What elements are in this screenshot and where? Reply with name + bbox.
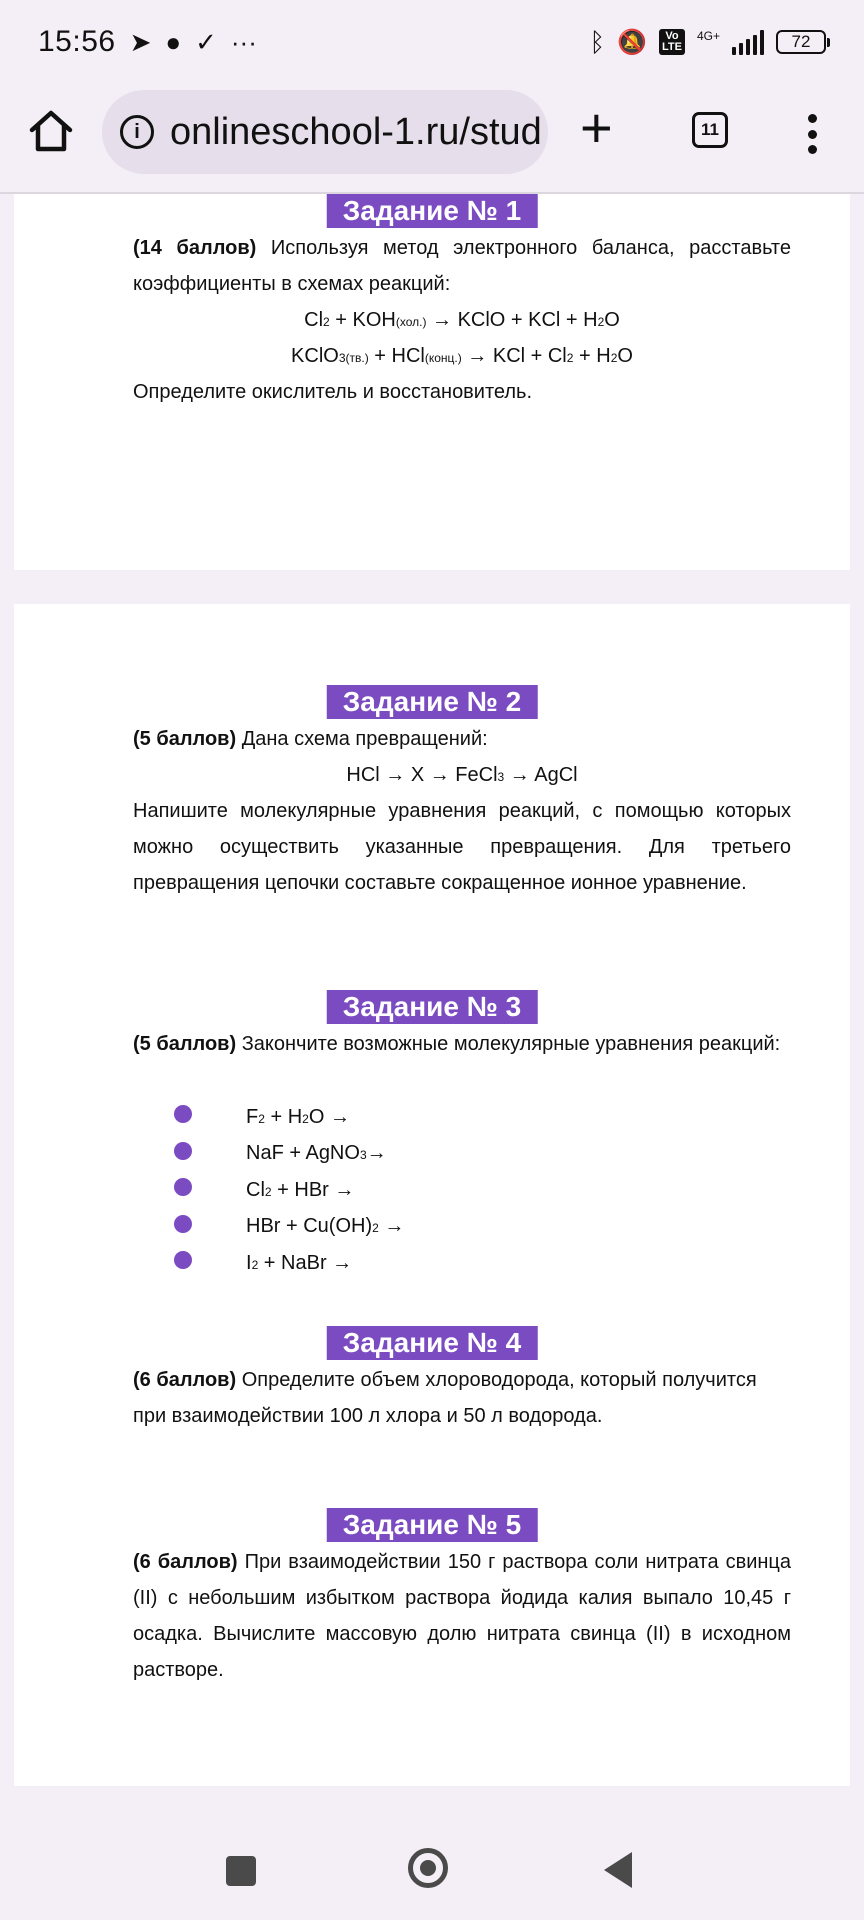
task-1-equation-2: KClO3(тв.) + HCl(конц.) → KCl + Cl2 + H2O (291, 345, 633, 367)
reaction-1: F2 + H2O → (246, 1105, 350, 1128)
task-5-text (133, 1544, 791, 1688)
site-info-icon[interactable]: i (120, 115, 154, 149)
task-5-title: Задание № 5 (327, 1508, 538, 1542)
task-2-scheme: HCl → X → FeCl3 → AgCl (346, 764, 578, 786)
bullet-dot-icon (174, 1251, 192, 1269)
task-5-points: (6 баллов) (133, 1551, 238, 1573)
signal-bars-icon (732, 29, 764, 55)
task-4-title: Задание № 4 (327, 1326, 538, 1360)
reaction-4: HBr + Cu(OH)2 → (246, 1215, 405, 1238)
task-3-text (133, 1026, 791, 1062)
task-4-intro: Определите объем хлороводорода, который получится при взаимодействии 100 л хлора и 50 л водорода. (133, 1369, 757, 1427)
reaction-2: NaF + AgNO3→ (246, 1142, 387, 1165)
chat-bubble-icon: ● (165, 27, 182, 57)
list-item (174, 1245, 404, 1282)
task-2-intro: Дана схема превращений: (241, 728, 488, 750)
address-bar[interactable] (102, 90, 548, 174)
tab-switcher-button[interactable] (692, 112, 728, 148)
home-icon[interactable] (26, 106, 76, 156)
page-card-1 (14, 194, 850, 570)
browser-toolbar (0, 84, 864, 192)
bullet-dot-icon (174, 1215, 192, 1233)
task-3-reaction-list (174, 1099, 404, 1282)
bullet-dot-icon (174, 1142, 192, 1160)
page-card-2 (14, 604, 850, 1786)
task-3-points: (5 баллов) (133, 1033, 237, 1055)
volte-icon: Vo LTE (659, 29, 685, 55)
bullet-dot-icon (174, 1178, 192, 1196)
task-3-intro: Закончите возможные молекулярные уравнения реакций: (241, 1033, 781, 1055)
status-bar (0, 0, 864, 84)
network-type: 4G+ (696, 28, 720, 43)
task-1-intro: Используя метод электронного баланса, расставьте коэффициенты в схемах реакций: (133, 237, 791, 295)
task-2-text (133, 721, 791, 757)
bluetooth-icon: ᛒ (589, 26, 606, 57)
recent-apps-icon[interactable] (226, 1856, 256, 1886)
task-1-text (133, 230, 791, 302)
task-4-text (133, 1362, 791, 1434)
list-item (174, 1099, 404, 1136)
reaction-3: Cl2 + HBr → (246, 1178, 355, 1201)
task-3-title: Задание № 3 (327, 990, 538, 1024)
checkmark-download-icon: ✓ (195, 27, 217, 57)
task-2-points: (5 баллов) (133, 728, 237, 750)
task-1-points: (14 баллов) (133, 237, 257, 259)
task-2-title: Задание № 2 (327, 685, 538, 719)
task-5-intro: При взаимодействии 150 г раствора соли нитрата свинца (II) с небольшим избытком раствора йодида калия выпало 10,45 г осадка. Вычислите массовую долю нитрата свинца (II) в исходном растворе. (133, 1551, 791, 1681)
battery-level: 72 (791, 32, 811, 51)
mute-bell-icon: 🔕 (617, 28, 648, 56)
tab-count: 11 (701, 120, 719, 139)
home-circle-icon[interactable] (408, 1848, 448, 1888)
battery-icon (776, 30, 826, 54)
more-notifications-icon: ··· (230, 27, 257, 57)
page-content[interactable] (0, 194, 864, 1794)
list-item (174, 1172, 404, 1209)
task-1-outro: Определите окислитель и восстановитель. (133, 381, 533, 403)
task-1-equation-1: Cl2 + KOH(хол.) → KClO + KCl + H2O (304, 309, 620, 331)
task-4-points: (6 баллов) (133, 1369, 237, 1391)
task-2-outro: Напишите молекулярные уравнения реакций, с помощью которых можно осуществить указанные превращения. Для третьего превращения цепочки составьте сокращенное ионное уравнение. (133, 800, 791, 894)
kebab-menu-icon[interactable] (804, 114, 820, 154)
reaction-5: I2 + NaBr → (246, 1251, 353, 1274)
system-nav-bar (0, 1794, 864, 1920)
list-item (174, 1209, 404, 1246)
back-triangle-icon[interactable] (604, 1852, 632, 1888)
list-item (174, 1136, 404, 1173)
new-tab-plus-icon[interactable]: + (580, 96, 613, 159)
task-1-title: Задание № 1 (327, 194, 538, 228)
bullet-dot-icon (174, 1105, 192, 1123)
clock: 15:56 (38, 25, 116, 58)
telegram-icon: ➤ (129, 27, 152, 57)
url-text: onlineschool-1.ru/stud (170, 110, 542, 153)
